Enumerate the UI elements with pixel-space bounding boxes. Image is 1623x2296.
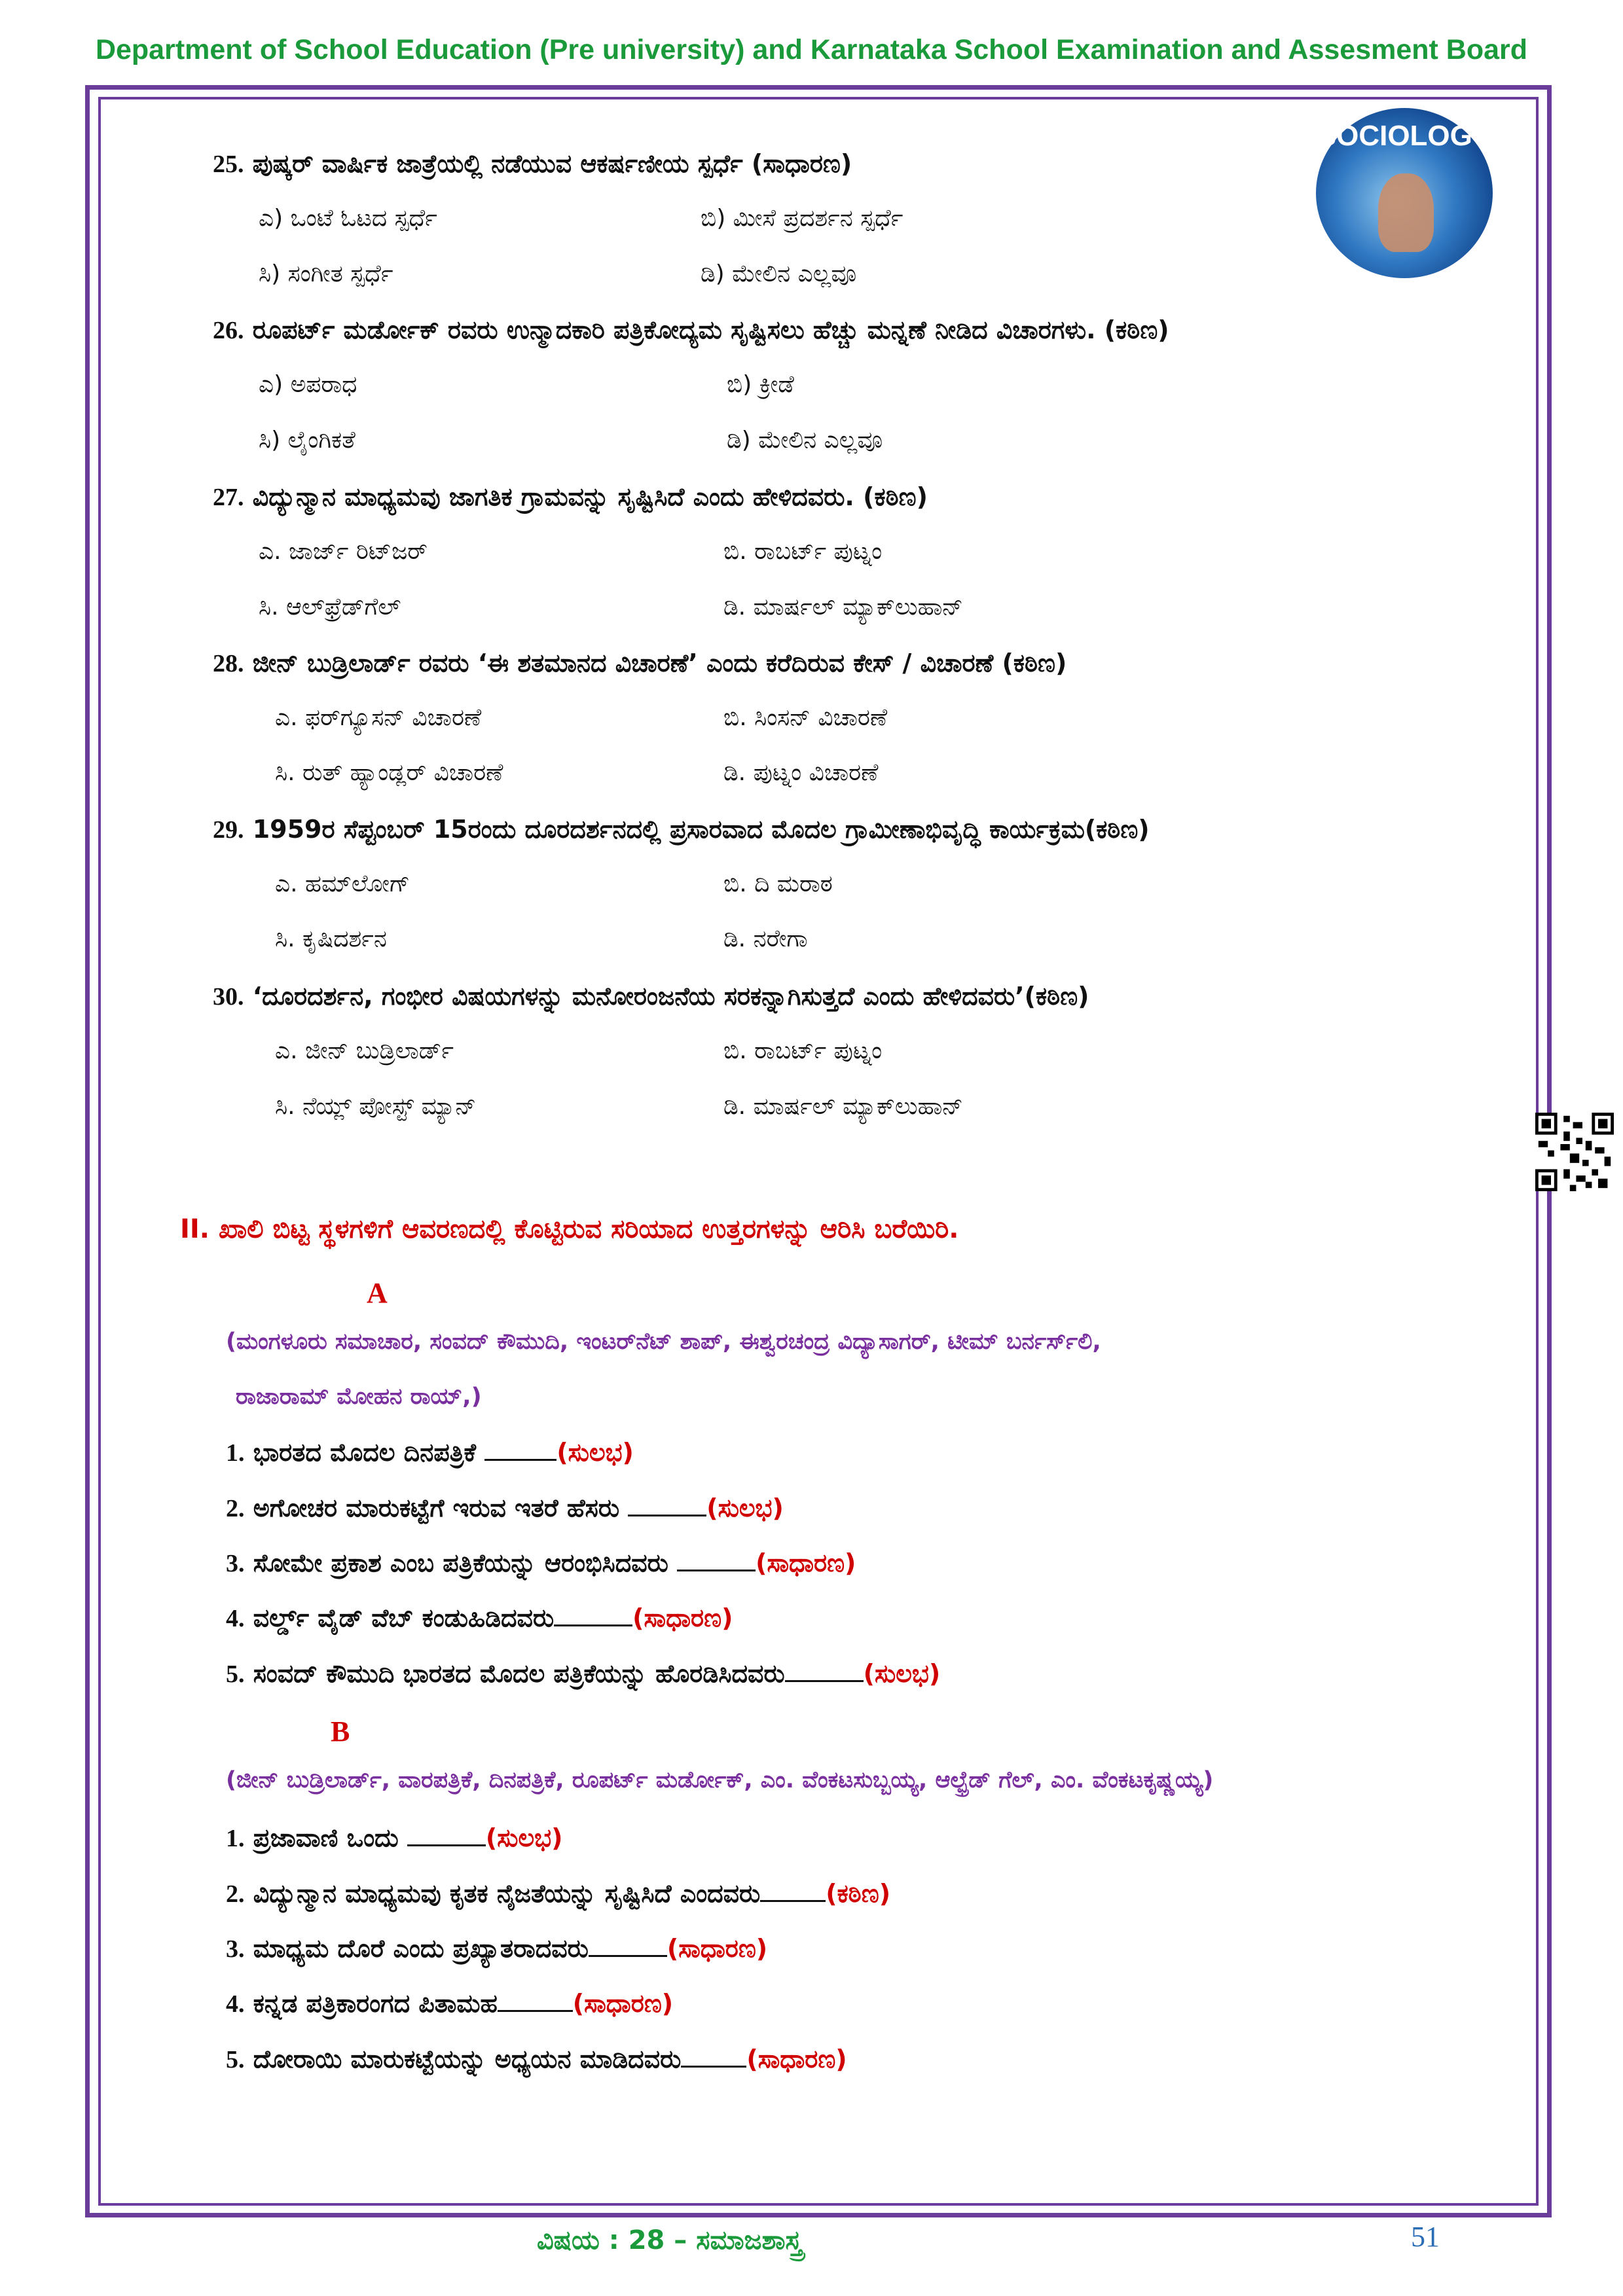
q29-option-d: ಡಿ. ನರೇಗಾ (723, 925, 808, 952)
q30-option-b: ಬಿ. ರಾಬರ್ಟ್ ಪುಟ್ನಂ (723, 1037, 883, 1064)
q25-option-b: ಬಿ) ಮೀಸೆ ಪ್ರದರ್ಶನ ಸ್ಪರ್ಧೆ (701, 205, 903, 232)
q29-option-b: ಬಿ. ದಿ ಮರಾಠ (723, 870, 833, 897)
q27-option-a: ಎ. ಜಾರ್ಜ್ ರಿಟ್‌ಜರ್ (259, 538, 428, 565)
part-b-item-4: 4. ಕನ್ನಡ ಪತ್ರಿಕಾರಂಗದ ಪಿತಾಮಹ (ಸಾಧಾರಣ) (226, 1989, 674, 2018)
q26-option-b: ಬಿ) ಕ್ರೀಡೆ (727, 371, 794, 398)
part-a-item-3: 3. ಸೋಮೇ ಪ್ರಕಾಶ ಎಂಬ ಪತ್ರಿಕೆಯನ್ನು ಆರಂಭಿಸಿದವರು (ಸಾಧಾರಣ) (226, 1549, 856, 1577)
part-a-item-1: 1. ಭಾರತದ ಮೊದಲ ದಿನಪತ್ರಿಕೆ (ಸುಲಭ) (226, 1438, 634, 1467)
part-a-item-2: 2. ಅಗೋಚರ ಮಾರುಕಟ್ಟೆಗೆ ಇರುವ ಇತರೆ ಹೆಸರು (ಸುಲಭ) (226, 1494, 784, 1522)
q28-option-c: ಸಿ. ರುತ್ ಹ್ಯಾಂಡ್ಲರ್ ವಿಚಾರಣೆ (275, 759, 503, 786)
part-b-item-5: 5. ದೋರಾಯಿ ಮಾರುಕಟ್ಟೆಯನ್ನು ಅಧ್ಯಯನ ಮಾಡಿದವರು (ಸಾಧಾರಣ) (226, 2045, 847, 2073)
part-b-item-1: 1. ಪ್ರಜಾವಾಣಿ ಒಂದು (ಸುಲಭ) (226, 1823, 563, 1852)
part-b-item-3: 3. ಮಾಧ್ಯಮ ದೊರೆ ಎಂದು ಪ್ರಖ್ಯಾತರಾದವರು (ಸಾಧಾರಣ) (226, 1934, 768, 1963)
question-29: 29. 1959ರ ಸೆಪ್ಟಂಬರ್ 15ರಂದು ದೂರದರ್ಶನದಲ್ಲಿ ಪ್ರಸಾರವಾದ ಮೊದಲ ಗ್ರಾಮೀಣಾಭಿವೃದ್ಧಿ ಕಾರ್ಯಕ್ರಮ(ಕಠಿಣ) (213, 815, 1150, 844)
part-b-item-2: 2. ವಿದ್ಯುನ್ಮಾನ ಮಾಧ್ಯಮವು ಕೃತಕ ನೈಜತೆಯನ್ನು ಸೃಷ್ಟಿಸಿದೆ ಎಂದವರು (ಕಠಿಣ) (226, 1879, 891, 1908)
q25-option-c: ಸಿ) ಸಂಗೀತ ಸ್ಪರ್ಧೆ (259, 260, 393, 287)
q26-option-c: ಸಿ) ಲೈಂಗಿಕತೆ (259, 427, 356, 454)
qr-code-icon[interactable] (1535, 1113, 1614, 1191)
q29-option-a: ಎ. ಹಮ್‌ಲೋಗ್ (275, 870, 410, 897)
q28-option-d: ಡಿ. ಪುಟ್ನಂ ವಿಚಾರಣೆ (723, 759, 879, 786)
part-a-choices-line-1: (ಮಂಗಳೂರು ಸಮಾಚಾರ, ಸಂವದ್ ಕೌಮುದಿ, ಇಂಟರ್‌ನೆಟ್ ಶಾಪ್, ಈಶ್ವರಚಂದ್ರ ವಿದ್ಯಾಸಾಗರ್, ಟೀಮ್ ಬರ್ನರ್ಸ್‌ಲಿ, (226, 1329, 1101, 1355)
q27-option-d: ಡಿ. ಮಾರ್ಷಲ್ ಮ್ಯಾಕ್‌ಲುಹಾನ್ (723, 594, 963, 620)
q29-option-c: ಸಿ. ಕೃಷಿದರ್ಶನ (275, 925, 387, 952)
q30-option-a: ಎ. ಜೀನ್ ಬುಡ್ರಿಲಾರ್ಡ್ (275, 1037, 454, 1064)
footer-subject: ವಿಷಯ : 28 – ಸಮಾಜಶಾಸ್ತ್ರ (537, 2225, 803, 2255)
q30-option-c: ಸಿ. ನೆಯ್ಲ್ ಪೋಸ್ಟ್ ಮ್ಯಾನ್ (275, 1093, 477, 1120)
sociology-logo (1316, 108, 1493, 278)
q28-option-a: ಎ. ಫರ್‌ಗ್ಯೂಸನ್ ವಿಚಾರಣೆ (275, 704, 482, 731)
q30-option-d: ಡಿ. ಮಾರ್ಷಲ್ ಮ್ಯಾಕ್‌ಲುಹಾನ್ (723, 1093, 963, 1120)
q28-option-b: ಬಿ. ಸಿಂಸನ್ ವಿಚಾರಣೆ (723, 704, 888, 731)
page-header: Department of School Education (Pre university) and Karnataka School Examination and Assesment Board (95, 34, 1528, 65)
q27-option-c: ಸಿ. ಆಲ್‌ಫ್ರೆಡ್‌ಗೆಲ್ (259, 594, 401, 620)
question-30: 30. ‘ದೂರದರ್ಶನ, ಗಂಭೀರ ವಿಷಯಗಳನ್ನು ಮನೋರಂಜನೆಯ ಸರಕನ್ನಾಗಿಸುತ್ತದೆ ಎಂದು ಹೇಳಿದವರು’(ಕಠಿಣ) (213, 982, 1089, 1011)
q27-option-b: ಬಿ. ರಾಬರ್ಟ್ ಪುಟ್ನಂ (723, 538, 883, 565)
question-26: 26. ರೂಪರ್ಟ್ ಮರ್ಡೋಕ್ ರವರು ಉನ್ಮಾದಕಾರಿ ಪತ್ರಿಕೋದ್ಯಮ ಸೃಷ್ಟಿಸಲು ಹೆಚ್ಚು ಮನ್ನಣೆ ನೀಡಿದ ವಿಚಾರಗಳು. (ಕಠಿಣ) (213, 315, 1169, 344)
part-b-choices: (ಜೀನ್ ಬುಡ್ರಿಲಾರ್ಡ್, ವಾರಪತ್ರಿಕೆ, ದಿನಪತ್ರಿಕೆ, ರೂಪರ್ಟ್ ಮರ್ಡೋಕ್, ಎಂ. ವೆಂಕಟಸುಬ್ಬಯ್ಯ, ಆಲ್ಫ್ರೆಡ್ ಗೆಲ್, ಎಂ. ವೆಂಕಟಕೃಷ್ಣಯ್ಯ) (226, 1767, 1214, 1793)
question-28: 28. ಜೀನ್ ಬುಡ್ರಿಲಾರ್ಡ್ ರವರು ‘ಈ ಶತಮಾನದ ವಿಚಾರಣೆ’ ಎಂದು ಕರೆದಿರುವ ಕೇಸ್ / ವಿಚಾರಣೆ (ಕಠಿಣ) (213, 649, 1067, 677)
hands-icon (1378, 173, 1434, 252)
q26-option-a: ಎ) ಅಪರಾಧ (259, 371, 357, 398)
q26-option-d: ಡಿ) ಮೇಲಿನ ಎಲ್ಲವೂ (727, 427, 883, 454)
part-b-label: B (331, 1715, 350, 1748)
q25-option-d: ಡಿ) ಮೇಲಿನ ಎಲ್ಲವೂ (701, 260, 857, 287)
question-27: 27. ವಿದ್ಯುನ್ಮಾನ ಮಾಧ್ಯಮವು ಜಾಗತಿಕ ಗ್ರಾಮವನ್ನು ಸೃಷ್ಟಿಸಿದೆ ಎಂದು ಹೇಳಿದವರು. (ಕಠಿಣ) (213, 482, 928, 511)
q25-option-a: ಎ) ಒಂಟೆ ಓಟದ ಸ್ಪರ್ಧೆ (259, 205, 437, 232)
part-a-item-4: 4. ವರ್ಲ್ಡ್ ವೈಡ್ ವೆಬ್ ಕಂಡುಹಿಡಿದವರು (ಸಾಧಾರಣ) (226, 1604, 733, 1632)
logo-text: SOCIOLOGY (1317, 120, 1492, 152)
part-a-choices-line-2: ರಾಜಾರಾಮ್ ಮೋಹನ ರಾಯ್,) (236, 1384, 482, 1410)
section-2-title: II. ಖಾಲಿ ಬಿಟ್ಟ ಸ್ಥಳಗಳಿಗೆ ಆವರಣದಲ್ಲಿ ಕೊಟ್ಟಿರುವ ಸರಿಯಾದ ಉತ್ತರಗಳನ್ನು ಆರಿಸಿ ಬರೆಯಿರಿ. (180, 1214, 959, 1244)
part-a-label: A (367, 1277, 388, 1309)
page-number: 51 (1411, 2221, 1440, 2253)
part-a-item-5: 5. ಸಂವದ್ ಕೌಮುದಿ ಭಾರತದ ಮೊದಲ ಪತ್ರಿಕೆಯನ್ನು ಹೊರಡಿಸಿದವರು (ಸುಲಭ) (226, 1659, 941, 1688)
question-25: 25. ಪುಷ್ಕರ್ ವಾರ್ಷಿಕ ಜಾತ್ರೆಯಲ್ಲಿ ನಡೆಯುವ ಆಕರ್ಷಣೀಯ ಸ್ಪರ್ಧೆ (ಸಾಧಾರಣ) (213, 149, 852, 178)
